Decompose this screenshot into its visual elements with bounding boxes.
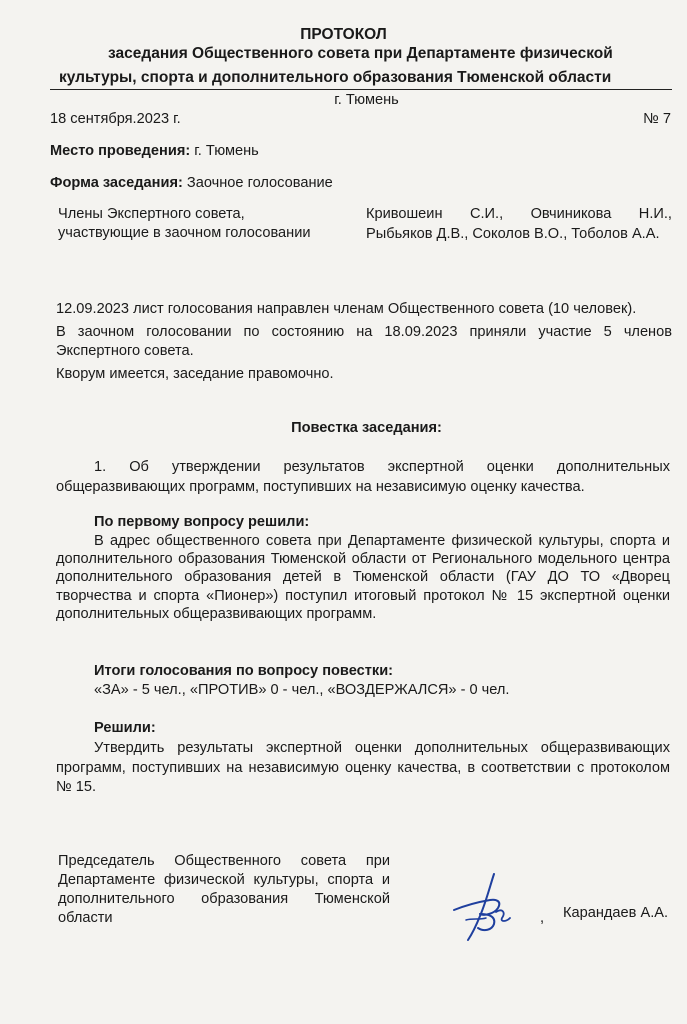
doc-subtitle-line1: заседания Общественного совета при Департаменте физической <box>108 45 613 62</box>
form-label: Форма заседания: <box>50 175 183 191</box>
handwritten-signature <box>450 868 530 948</box>
city: г. Тюмень <box>334 92 399 108</box>
signature-icon <box>450 868 530 948</box>
agenda-item-1: 1. Об утверждении результатов экспертной оценки дополнительных общеразвивающих программ, поступивших на независимую оценку качества. <box>56 459 670 495</box>
form-value: Заочное голосование <box>186 175 333 191</box>
resolved-heading: Решили: <box>94 720 156 736</box>
doc-subtitle-line2: культуры, спорта и дополнительного образования Тюменской области <box>59 69 612 86</box>
voting-result: «ЗА» - 5 чел., «ПРОТИВ» 0 - чел., «ВОЗДЕРЖАЛСЯ» - 0 чел. <box>94 682 510 698</box>
members-names: Кривошеин С.И., Овчиникова Н.И., Рыбьяков Д.В., Соколов В.О., Тоболов А.А. <box>366 206 672 242</box>
members-label-line1: Члены Экспертного совета, <box>58 206 245 222</box>
place-label: Место проведения: <box>50 143 191 159</box>
intro-paragraph-2: В заочном голосовании по состоянию на 18.09.2023 приняли участие 5 членов Экспертного совета. <box>56 323 672 359</box>
signature-comma: , <box>540 910 545 926</box>
agenda-heading: Повестка заседания: <box>291 420 442 436</box>
intro-paragraph-3: Кворум имеется, заседание правомочно. <box>56 365 334 382</box>
doc-title: ПРОТОКОЛ <box>300 26 387 43</box>
doc-date: 18 сентября.2023 г. <box>50 111 181 127</box>
decision1-text: В адрес общественного совета при Департаменте физической культуры, спорта и дополнительного образования Тюменской области от Регионального модельного центра дополнительного образования детей в Тюменской области (ГАУ ДО ТО «Дворец творчества и спорта «Пионер») поступил итоговый протокол № 15 экспертной оценки дополнительных общеразвивающих программ. <box>56 533 670 622</box>
voting-heading: Итоги голосования по вопросу повестки: <box>94 663 394 679</box>
decision1-heading: По первому вопросу решили: <box>94 514 310 530</box>
members-label <box>58 205 311 243</box>
intro-block <box>56 300 672 384</box>
members-label-line2: участвующие в заочном голосовании <box>58 225 311 241</box>
signatory-name: Карандаев А.А. <box>563 905 669 921</box>
intro-paragraph-1: 12.09.2023 лист голосования направлен членам Общественного совета (10 человек). <box>56 301 637 317</box>
meeting-form <box>50 175 333 191</box>
signatory-position: Председатель Общественного совета при Департаменте физической культуры, спорта и дополнительного образования Тюменской области <box>58 853 390 926</box>
meeting-place <box>50 143 259 159</box>
header-rule <box>50 89 672 90</box>
doc-number: № 7 <box>643 111 671 127</box>
place-value: г. Тюмень <box>194 143 259 159</box>
resolved-text: Утвердить результаты экспертной оценки дополнительных общеразвивающих программ, поступивших на независимую оценку качества, в соответствии с протоколом № 15. <box>56 740 670 795</box>
